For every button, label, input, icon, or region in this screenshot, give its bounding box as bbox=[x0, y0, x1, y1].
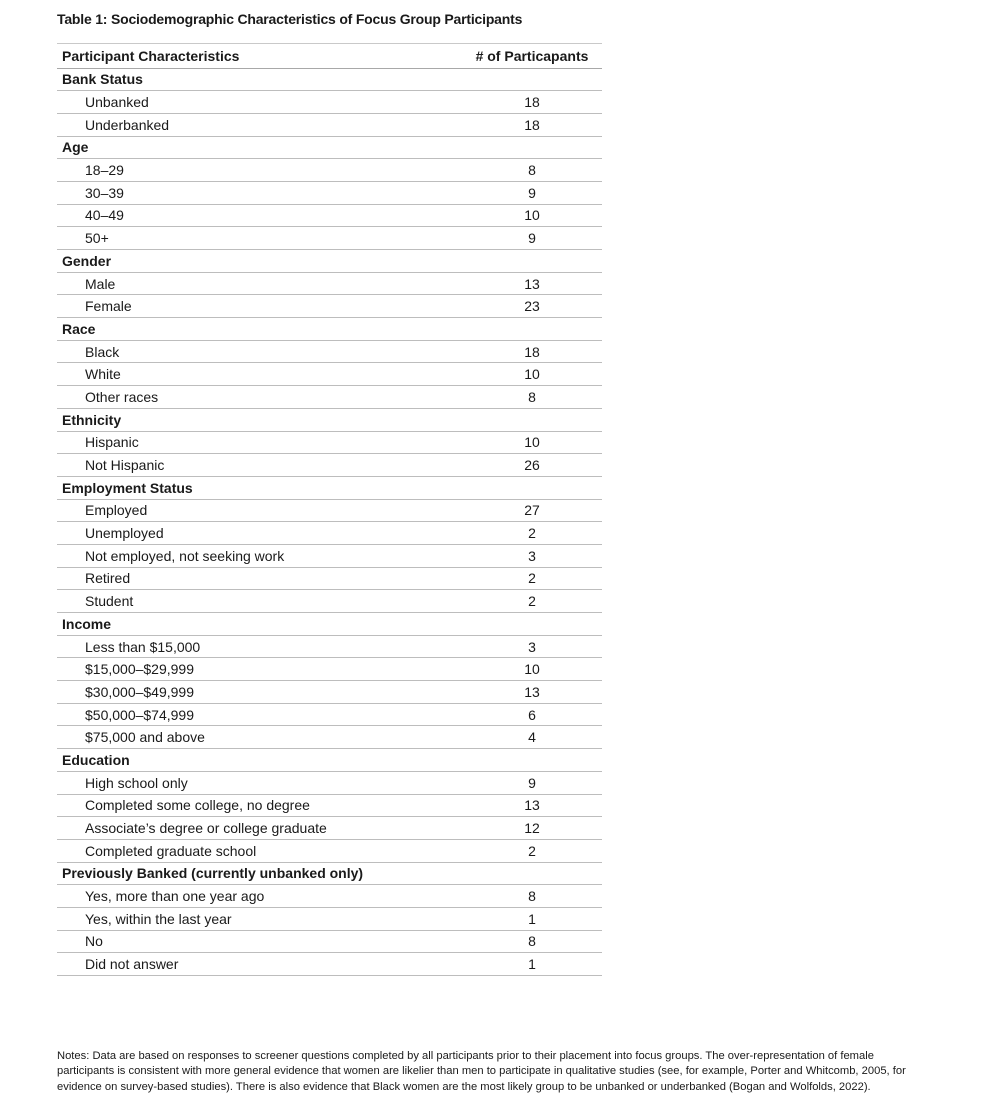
row-count: 3 bbox=[528, 547, 536, 564]
section-heading: Previously Banked (currently unbanked only) bbox=[62, 865, 364, 882]
section-heading: Bank Status bbox=[62, 71, 143, 88]
row-label: No bbox=[85, 933, 103, 950]
row-label: Student bbox=[85, 593, 134, 610]
characteristics-table bbox=[57, 43, 602, 976]
row-label: High school only bbox=[85, 774, 188, 791]
section-heading: Income bbox=[62, 615, 112, 632]
row-label: Completed some college, no degree bbox=[85, 797, 310, 814]
row-count: 2 bbox=[528, 593, 536, 610]
row-label: $50,000–$74,999 bbox=[85, 706, 194, 723]
row-count: 23 bbox=[524, 298, 540, 315]
row-count: 9 bbox=[528, 184, 536, 201]
row-label: Retired bbox=[85, 570, 131, 587]
row-count: 10 bbox=[524, 207, 540, 224]
row-count: 8 bbox=[528, 933, 536, 950]
row-label: Unemployed bbox=[85, 525, 164, 542]
header-characteristics: Participant Characteristics bbox=[62, 47, 240, 64]
section-heading: Education bbox=[62, 751, 130, 768]
table-row bbox=[57, 295, 602, 318]
table-row bbox=[57, 363, 602, 386]
row-count: 1 bbox=[528, 956, 536, 973]
section-heading-row bbox=[57, 250, 602, 273]
row-label: Other races bbox=[85, 388, 159, 405]
table-row bbox=[57, 885, 602, 908]
table-row bbox=[57, 159, 602, 182]
table-row bbox=[57, 91, 602, 114]
row-label: Did not answer bbox=[85, 956, 179, 973]
row-count: 10 bbox=[524, 366, 540, 383]
table-row bbox=[57, 568, 602, 591]
section-heading-row bbox=[57, 318, 602, 341]
row-count: 8 bbox=[528, 888, 536, 905]
row-count: 9 bbox=[528, 230, 536, 247]
row-count: 13 bbox=[524, 797, 540, 814]
row-count: 13 bbox=[524, 683, 540, 700]
table-row bbox=[57, 658, 602, 681]
row-label: Completed graduate school bbox=[85, 842, 257, 859]
row-count: 6 bbox=[528, 706, 536, 723]
row-count: 18 bbox=[524, 116, 540, 133]
row-label: $15,000–$29,999 bbox=[85, 661, 194, 678]
row-label: Not employed, not seeking work bbox=[85, 547, 285, 564]
row-count: 2 bbox=[528, 842, 536, 859]
row-count: 2 bbox=[528, 525, 536, 542]
row-count: 18 bbox=[524, 343, 540, 360]
table-header-row bbox=[57, 44, 602, 69]
table-row bbox=[57, 273, 602, 296]
row-label: Employed bbox=[85, 502, 148, 519]
row-label: Underbanked bbox=[85, 116, 170, 133]
table-row bbox=[57, 817, 602, 840]
section-heading-row bbox=[57, 137, 602, 160]
section-heading-row bbox=[57, 749, 602, 772]
row-label: 18–29 bbox=[85, 162, 124, 179]
row-count: 27 bbox=[524, 502, 540, 519]
row-count: 2 bbox=[528, 570, 536, 587]
row-count: 10 bbox=[524, 434, 540, 451]
table-row bbox=[57, 840, 602, 863]
table-row bbox=[57, 182, 602, 205]
row-count: 8 bbox=[528, 162, 536, 179]
table-row bbox=[57, 636, 602, 659]
row-count: 12 bbox=[524, 820, 540, 837]
row-label: $30,000–$49,999 bbox=[85, 683, 194, 700]
row-count: 4 bbox=[528, 729, 536, 746]
row-count: 18 bbox=[524, 94, 540, 111]
table-row bbox=[57, 931, 602, 954]
row-count: 13 bbox=[524, 275, 540, 292]
row-label: Unbanked bbox=[85, 94, 149, 111]
section-heading: Employment Status bbox=[62, 479, 193, 496]
section-heading-row bbox=[57, 409, 602, 432]
section-heading-row bbox=[57, 863, 602, 886]
row-label: Black bbox=[85, 343, 120, 360]
table-notes: Notes: Data are based on responses to screener questions completed by all participants prior to their placement into focus groups. The over-representation of female participants is consistent with more general evidence that women are likelier than men to participate in qualitative studies (see, for example, Porter and Whitcomb, 2005, for evidence on survey-based studies). There is also evidence that Black women are the most likely group to be unbanked or underbanked (Bogan and Wolfolds, 2022). bbox=[57, 1050, 906, 1093]
table-row bbox=[57, 227, 602, 250]
section-heading-row bbox=[57, 613, 602, 636]
table-row bbox=[57, 454, 602, 477]
table-row bbox=[57, 726, 602, 749]
table-row bbox=[57, 432, 602, 455]
table-row bbox=[57, 772, 602, 795]
table-row bbox=[57, 704, 602, 727]
row-label: 30–39 bbox=[85, 184, 124, 201]
section-heading-row bbox=[57, 477, 602, 500]
row-count: 3 bbox=[528, 638, 536, 655]
row-label: White bbox=[85, 366, 121, 383]
table-row bbox=[57, 386, 602, 409]
table-row bbox=[57, 795, 602, 818]
row-count: 1 bbox=[528, 910, 536, 927]
section-heading-row bbox=[57, 69, 602, 92]
row-label: Female bbox=[85, 298, 132, 315]
table-row bbox=[57, 908, 602, 931]
table-row bbox=[57, 590, 602, 613]
table-row bbox=[57, 681, 602, 704]
row-label: $75,000 and above bbox=[85, 729, 205, 746]
table-row bbox=[57, 205, 602, 228]
table-row bbox=[57, 953, 602, 976]
header-participant-count: # of Particapants bbox=[475, 47, 589, 64]
row-label: Yes, more than one year ago bbox=[85, 888, 265, 905]
section-heading: Ethnicity bbox=[62, 411, 122, 428]
table-row bbox=[57, 522, 602, 545]
row-label: Hispanic bbox=[85, 434, 139, 451]
row-count: 26 bbox=[524, 457, 540, 474]
row-label: Not Hispanic bbox=[85, 457, 165, 474]
row-label: 50+ bbox=[85, 230, 109, 247]
table-row bbox=[57, 114, 602, 137]
row-count: 8 bbox=[528, 388, 536, 405]
row-label: Male bbox=[85, 275, 116, 292]
table-title: Table 1: Sociodemographic Characteristics of Focus Group Participants bbox=[57, 11, 523, 27]
table-row bbox=[57, 500, 602, 523]
row-label: Yes, within the last year bbox=[85, 910, 232, 927]
section-heading: Race bbox=[62, 320, 96, 337]
section-heading: Age bbox=[62, 139, 89, 156]
table-row bbox=[57, 341, 602, 364]
row-label: Less than $15,000 bbox=[85, 638, 201, 655]
row-label: Associate’s degree or college graduate bbox=[85, 820, 327, 837]
row-count: 9 bbox=[528, 774, 536, 791]
row-count: 10 bbox=[524, 661, 540, 678]
row-label: 40–49 bbox=[85, 207, 124, 224]
section-heading: Gender bbox=[62, 252, 112, 269]
table-row bbox=[57, 545, 602, 568]
